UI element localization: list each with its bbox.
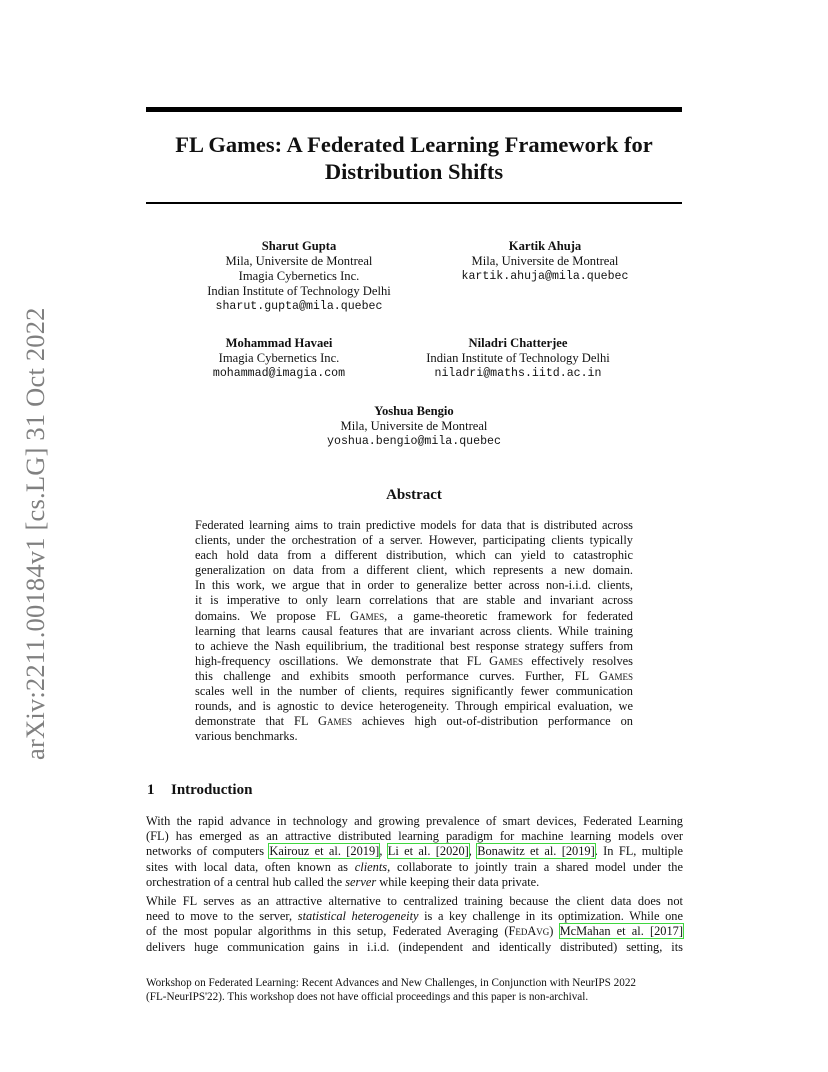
text-line xyxy=(146,860,683,875)
author-email: kartik.ahuja@mila.quebec xyxy=(461,270,629,283)
author-name: Yoshua Bengio xyxy=(374,404,454,418)
section-number: 1 xyxy=(147,782,155,798)
author-affiliation: Mila, Universite de Montreal xyxy=(340,419,488,433)
abstract-line: rounds, and is agnostic to device heterogeneity. Through empirical evaluation, we xyxy=(195,699,633,714)
author-block xyxy=(170,336,388,381)
title-bottom-rule xyxy=(146,202,682,204)
author-name: Niladri Chatterjee xyxy=(468,336,568,350)
text-span: need to move to the server, xyxy=(146,909,298,924)
abstract-line: to achieve the Nash equilibrium, the traditional best response strategy suffers from xyxy=(195,638,633,653)
citation-link[interactable]: Bonawitz et al. [2019] xyxy=(477,844,595,859)
author-affiliation: Indian Institute of Technology Delhi xyxy=(426,351,610,365)
author-affiliation: Indian Institute of Technology Delhi xyxy=(207,284,391,298)
author-affiliation: Imagia Cybernetics Inc. xyxy=(218,351,340,365)
footnote-line: Workshop on Federated Learning: Recent Advances and New Challenges, in Conjunction with NeurIPS 2022 xyxy=(146,977,637,989)
citation-link[interactable]: McMahan et al. [2017] xyxy=(559,924,684,939)
author-affiliation: Mila, Universite de Montreal xyxy=(225,254,373,268)
abstract-line: Federated learning aims to train predictive models for data that is distributed across xyxy=(195,518,633,532)
text-span: orchestration of a central hub called the xyxy=(146,874,346,889)
author-name: Kartik Ahuja xyxy=(508,239,582,253)
author-email: mohammad@imagia.com xyxy=(212,367,346,380)
section-title: Introduction xyxy=(171,782,253,798)
abstract-line: various benchmarks. xyxy=(195,729,298,744)
author-block xyxy=(304,404,524,449)
author-block xyxy=(436,239,654,284)
author-name: Mohammad Havaei xyxy=(225,336,333,350)
footnote-line: (FL-NeurIPS'22). This workshop does not have official proceedings and this paper is non-archival. xyxy=(146,991,589,1003)
paper-title xyxy=(146,131,682,185)
citation-link[interactable]: Li et al. [2020] xyxy=(387,844,469,859)
text-span: . In FL, multiple xyxy=(594,844,684,859)
footnote xyxy=(146,976,683,1004)
intro-paragraph-1 xyxy=(146,814,683,890)
text-line: delivers huge communication gains in i.i.d. (independent and identically distributed) setting, its xyxy=(146,939,683,954)
intro-paragraph-2 xyxy=(146,894,683,955)
author-affiliation: Mila, Universite de Montreal xyxy=(471,254,619,268)
abstract-line: clients, under the orchestration of a server. However, participating clients typically xyxy=(195,533,633,548)
author-block xyxy=(408,336,628,381)
author-name: Sharut Gupta xyxy=(261,239,337,253)
abstract-line: high-frequency oscillations. We demonstrate that FL Games effectively resolves xyxy=(195,653,633,668)
abstract-line: each hold data from a different distribution, which can yield to catastrophic xyxy=(195,548,633,563)
author-block xyxy=(190,239,408,314)
emphasis: clients xyxy=(354,859,388,874)
abstract-body xyxy=(195,518,633,744)
abstract-heading: Abstract xyxy=(386,487,442,503)
author-email: yoshua.bengio@mila.quebec xyxy=(327,435,501,448)
text-span: , xyxy=(468,844,478,859)
text-span: networks of computers xyxy=(146,844,270,859)
abstract-line: learning that learns causal features that are invariant across clients. While training xyxy=(195,623,633,638)
arxiv-sidebar-stamp: arXiv:2211.00184v1 [cs.LG] 31 Oct 2022 xyxy=(20,307,50,760)
text-line xyxy=(146,875,683,890)
abstract-line: it is imperative to only learn correlations that are stable and invariant across xyxy=(195,593,633,608)
text-line xyxy=(146,924,683,939)
emphasis: statistical heterogeneity xyxy=(297,909,419,924)
abstract-line: demonstrate that FL Games achieves high out-of-distribution performance on xyxy=(195,714,633,729)
title-top-rule xyxy=(146,107,682,112)
abstract-line: In this work, we argue that in order to generalize better across non-i.i.d. clients, xyxy=(195,578,633,593)
text-span: sites with local data, often known as xyxy=(146,859,355,874)
text-span: is a key challenge in its optimization. While one xyxy=(418,909,683,924)
abstract-line: generalization on data from a different client, which represents a new domain. xyxy=(195,563,633,578)
text-line xyxy=(146,909,683,924)
text-line: While FL serves as an attractive alternative to centralized training because the client data does not xyxy=(146,894,683,908)
title-line-1: FL Games: A Federated Learning Framework for xyxy=(175,132,653,157)
text-span: , xyxy=(379,844,388,859)
title-line-2: Distribution Shifts xyxy=(324,159,504,184)
text-span: of the most popular algorithms in this setup, Federated Averaging (FedAvg) xyxy=(146,924,560,939)
text-line: With the rapid advance in technology and growing prevalence of smart devices, Federated Learning xyxy=(146,814,683,828)
abstract-line: this challenge and exhibits smooth performance curves. Further, FL Games xyxy=(195,668,633,683)
text-line xyxy=(146,844,683,859)
emphasis: server xyxy=(345,874,377,889)
citation-link[interactable]: Kairouz et al. [2019] xyxy=(269,844,380,859)
abstract-line: domains. We propose FL Games, a game-theoretic framework for federated xyxy=(195,608,633,623)
author-affiliation: Imagia Cybernetics Inc. xyxy=(238,269,360,283)
section-heading xyxy=(147,782,252,799)
text-line: (FL) has emerged as an attractive distributed learning paradigm for machine learning models over xyxy=(146,829,683,844)
author-email: sharut.gupta@mila.quebec xyxy=(215,300,383,313)
text-span: , collaborate to jointly train a shared model under the xyxy=(387,859,683,874)
abstract-line: scales well in the number of clients, requires significantly fewer communication xyxy=(195,684,633,699)
text-span: while keeping their data private. xyxy=(376,874,540,889)
author-email: niladri@maths.iitd.ac.in xyxy=(434,367,602,380)
